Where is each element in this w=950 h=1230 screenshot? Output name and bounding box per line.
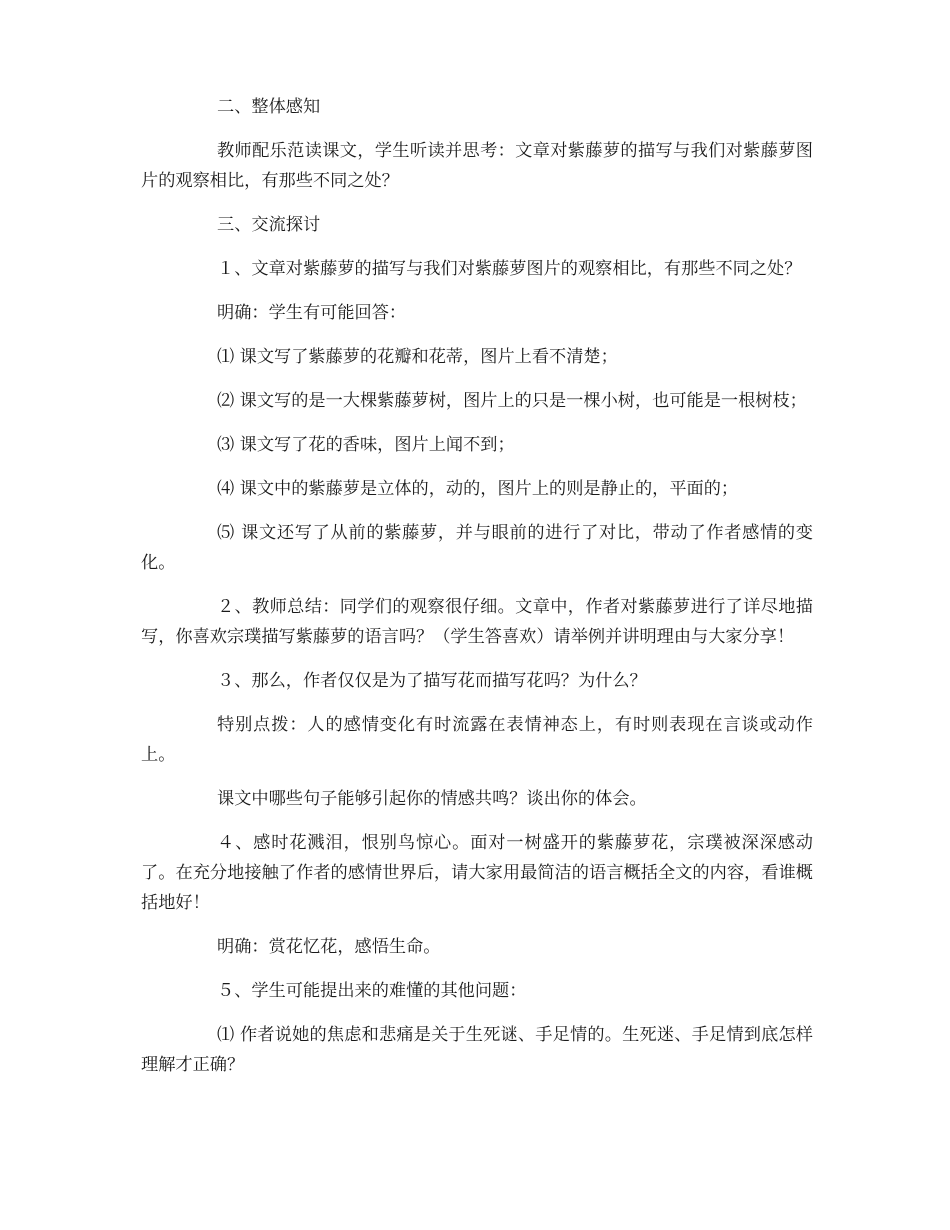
paragraph: 明确：学生有可能回答：: [217, 303, 407, 323]
paragraph: ５、学生可能提出来的难懂的其他问题：: [217, 981, 527, 1001]
list-item: ⑴ 作者说她的焦虑和悲痛是关于生死谜、手足情的。生死迷、手足情到底怎样理解才正确？: [141, 1025, 813, 1075]
paragraph: 特别点拨：人的感情变化有时流露在表情神态上，有时则表现在言谈或动作上。: [141, 715, 813, 765]
paragraph: ４、感时花溅泪，恨别鸟惊心。面对一树盛开的紫藤萝花，宗璞被深深感动了。在充分地接触了作者的感情世界后，请大家用最简洁的语言概括全文的内容，看谁概括地好！: [141, 833, 813, 913]
paragraph: ２、教师总结：同学们的观察很仔细。文章中，作者对紫藤萝进行了详尽地描写，你喜欢宗璞描写紫藤萝的语言吗？（学生答喜欢）请举例并讲明理由与大家分享！: [141, 597, 813, 647]
list-item: ⑶ 课文写了花的香味，图片上闻不到；: [217, 435, 515, 455]
paragraph: 教师配乐范读课文，学生听读并思考：文章对紫藤萝的描写与我们对紫藤萝图片的观察相比，有那些不同之处？: [141, 141, 813, 191]
document-page: [141, 92, 813, 1094]
list-item: ⑴ 课文写了紫藤萝的花瓣和花蒂，图片上看不清楚；: [217, 347, 618, 367]
paragraph: 课文中哪些句子能够引起你的情感共鸣？谈出你的体会。: [217, 789, 647, 809]
paragraph: １、文章对紫藤萝的描写与我们对紫藤萝图片的观察相比，有那些不同之处？: [217, 259, 802, 279]
paragraph: 明确：赏花忆花，感悟生命。: [217, 937, 441, 957]
section-heading-overall: 二、整体感知: [217, 97, 321, 117]
list-item: ⑷ 课文中的紫藤萝是立体的，动的，图片上的则是静止的，平面的；: [217, 479, 739, 499]
list-item: ⑵ 课文写的是一大棵紫藤萝树，图片上的只是一棵小树，也可能是一根树枝；: [217, 391, 807, 411]
section-heading-discussion: 三、交流探讨: [217, 215, 321, 235]
paragraph: ３、那么，作者仅仅是为了描写花而描写花吗？为什么？: [217, 671, 647, 691]
list-item: ⑸ 课文还写了从前的紫藤萝，并与眼前的进行了对比，带动了作者感情的变化。: [141, 523, 813, 573]
